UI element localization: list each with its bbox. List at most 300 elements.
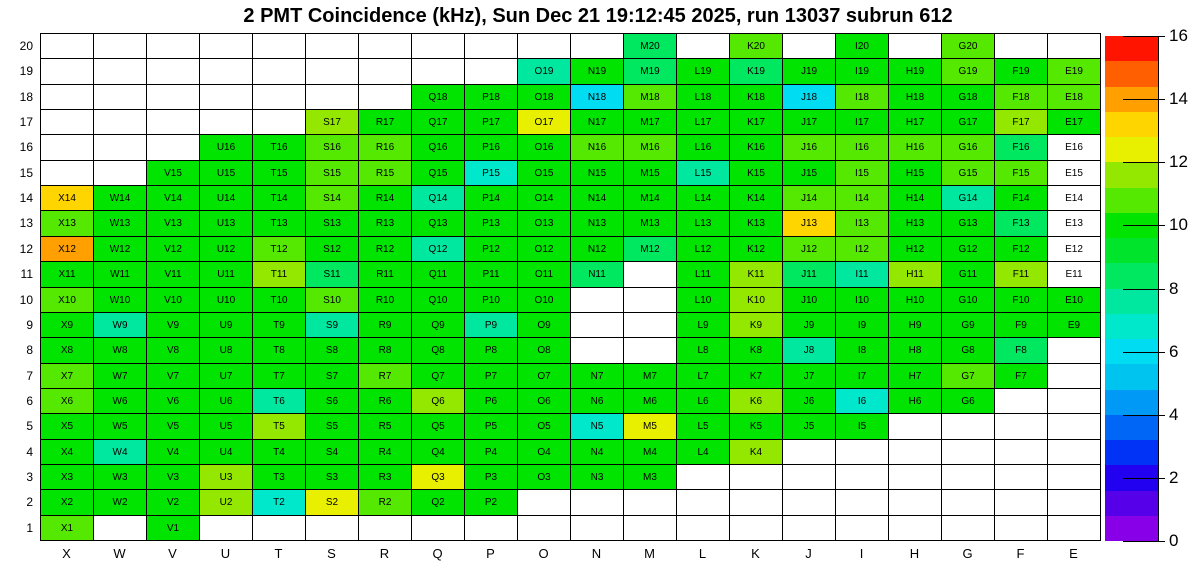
heatmap-cell: X1 <box>41 516 93 540</box>
y-axis-label: 2 <box>26 495 33 509</box>
heatmap-cell: L4 <box>677 440 729 464</box>
heatmap-cell: U7 <box>200 364 252 388</box>
heatmap-cell: X3 <box>41 465 93 489</box>
heatmap-cell: P6 <box>465 389 517 413</box>
colorbar-band <box>1105 238 1158 263</box>
heatmap-cell: N12 <box>571 237 623 261</box>
x-axis-label: E <box>1069 546 1078 561</box>
heatmap-cell: Q16 <box>412 135 464 160</box>
heatmap-cell: J13 <box>783 211 835 236</box>
heatmap-cell: U9 <box>200 313 252 337</box>
heatmap-cell: R9 <box>359 313 411 337</box>
heatmap-cell: I19 <box>836 59 888 84</box>
colorbar-band <box>1105 36 1158 61</box>
heatmap-cell: S14 <box>306 186 358 210</box>
heatmap-cell: Q8 <box>412 338 464 363</box>
heatmap-cell: V5 <box>147 414 199 439</box>
heatmap-cell: M15 <box>624 161 676 185</box>
x-axis-label: Q <box>432 546 443 561</box>
grid-hline <box>40 515 1101 516</box>
heatmap-cell: R5 <box>359 414 411 439</box>
heatmap-cell: L16 <box>677 135 729 160</box>
colorbar-tick <box>1123 415 1165 416</box>
heatmap-cell: G19 <box>942 59 994 84</box>
heatmap-cell: L15 <box>677 161 729 185</box>
y-axis-label: 5 <box>26 419 33 433</box>
heatmap-cell: M3 <box>624 465 676 489</box>
x-axis-label: W <box>113 546 126 561</box>
heatmap-cell: R14 <box>359 186 411 210</box>
heatmap-cell: U5 <box>200 414 252 439</box>
heatmap-cell: Q4 <box>412 440 464 464</box>
heatmap-cell: F10 <box>995 288 1047 312</box>
heatmap-cell: P12 <box>465 237 517 261</box>
x-axis-label: S <box>327 546 336 561</box>
heatmap-cell: Q17 <box>412 110 464 134</box>
heatmap-cell: J19 <box>783 59 835 84</box>
x-axis-label: O <box>538 546 549 561</box>
heatmap-cell: Q9 <box>412 313 464 337</box>
heatmap-cell: T5 <box>253 414 305 439</box>
heatmap-cell: T7 <box>253 364 305 388</box>
heatmap-cell: I16 <box>836 135 888 160</box>
heatmap-cell: G17 <box>942 110 994 134</box>
x-axis-label: M <box>644 546 655 561</box>
heatmap-cell: S12 <box>306 237 358 261</box>
heatmap-cell: S3 <box>306 465 358 489</box>
heatmap-cell: R12 <box>359 237 411 261</box>
y-axis-label: 4 <box>26 444 33 459</box>
heatmap-cell: L6 <box>677 389 729 413</box>
heatmap-cell: O4 <box>518 440 570 464</box>
heatmap-cell: T3 <box>253 465 305 489</box>
y-axis-label: 9 <box>26 317 33 332</box>
heatmap-cell: S8 <box>306 338 358 363</box>
heatmap-cell: L13 <box>677 211 729 236</box>
heatmap-cell: P5 <box>465 414 517 439</box>
heatmap-cell: F17 <box>995 110 1047 134</box>
heatmap-cell: T8 <box>253 338 305 363</box>
colorbar-band <box>1105 162 1158 188</box>
heatmap-cell: L8 <box>677 338 729 363</box>
heatmap-cell: S5 <box>306 414 358 439</box>
heatmap-cell: S4 <box>306 440 358 464</box>
heatmap-cell: V15 <box>147 161 199 185</box>
heatmap-cell: N14 <box>571 186 623 210</box>
heatmap-cell: K11 <box>730 262 782 287</box>
heatmap-cell: G8 <box>942 338 994 363</box>
heatmap-cell: T6 <box>253 389 305 413</box>
heatmap-cell: V12 <box>147 237 199 261</box>
heatmap-cell: E14 <box>1048 186 1100 210</box>
heatmap-cell: T13 <box>253 211 305 236</box>
heatmap-cell: U6 <box>200 389 252 413</box>
heatmap-cell: R15 <box>359 161 411 185</box>
heatmap-cell: J14 <box>783 186 835 210</box>
colorbar-tick <box>1123 99 1165 100</box>
y-axis-label: 13 <box>19 216 33 230</box>
heatmap-cell: J9 <box>783 313 835 337</box>
heatmap-cell: S7 <box>306 364 358 388</box>
heatmap-cell: G6 <box>942 389 994 413</box>
heatmap-cell: P15 <box>465 161 517 185</box>
heatmap-cell: G15 <box>942 161 994 185</box>
heatmap-cell: H16 <box>889 135 941 160</box>
heatmap-cell: N19 <box>571 59 623 84</box>
heatmap-cell: J17 <box>783 110 835 134</box>
heatmap-cell: U3 <box>200 465 252 489</box>
heatmap-cell: S9 <box>306 313 358 337</box>
heatmap-cell: P17 <box>465 110 517 134</box>
colorbar-band <box>1105 263 1158 289</box>
heatmap-cell: O12 <box>518 237 570 261</box>
heatmap-cell: S2 <box>306 490 358 515</box>
heatmap-cell: U16 <box>200 135 252 160</box>
heatmap-cell: X6 <box>41 389 93 413</box>
heatmap-cell: F9 <box>995 313 1047 337</box>
y-axis-label: 1 <box>26 520 33 535</box>
x-axis-label: T <box>274 546 283 561</box>
heatmap-cell: K17 <box>730 110 782 134</box>
heatmap-cell: X4 <box>41 440 93 464</box>
heatmap-cell: O19 <box>518 59 570 84</box>
heatmap-cell: S16 <box>306 135 358 160</box>
heatmap-cell: V1 <box>147 516 199 540</box>
heatmap-cell: I18 <box>836 85 888 109</box>
y-axis-label: 3 <box>26 469 33 484</box>
heatmap-cell: K18 <box>730 85 782 109</box>
heatmap-cell: K15 <box>730 161 782 185</box>
heatmap-cell: W10 <box>94 288 146 312</box>
heatmap-cell: N5 <box>571 414 623 439</box>
heatmap-cell: H15 <box>889 161 941 185</box>
y-axis-label: 7 <box>26 368 33 383</box>
heatmap-cell: L7 <box>677 364 729 388</box>
heatmap-cell: N18 <box>571 85 623 109</box>
colorbar-tick <box>1123 352 1165 353</box>
heatmap-cell: Q6 <box>412 389 464 413</box>
y-axis-label: 19 <box>19 64 33 78</box>
heatmap-cell: Q12 <box>412 237 464 261</box>
heatmap-cell: I9 <box>836 313 888 337</box>
heatmap-cell: V9 <box>147 313 199 337</box>
heatmap-cell: G16 <box>942 135 994 160</box>
heatmap-cell: X7 <box>41 364 93 388</box>
heatmap-cell: H9 <box>889 313 941 337</box>
heatmap-cell: R16 <box>359 135 411 160</box>
heatmap-cell: P3 <box>465 465 517 489</box>
x-axis-label: R <box>379 546 390 561</box>
colorbar-band <box>1105 314 1158 339</box>
heatmap-cell: I15 <box>836 161 888 185</box>
heatmap-cell: X9 <box>41 313 93 337</box>
heatmap-cell: U13 <box>200 211 252 236</box>
colorbar-tick-label: 16 <box>1169 26 1188 45</box>
heatmap-cell: V11 <box>147 262 199 287</box>
heatmap-cell: X8 <box>41 338 93 363</box>
heatmap-cell: R4 <box>359 440 411 464</box>
heatmap-cell: M20 <box>624 34 676 58</box>
colorbar-band <box>1105 440 1158 465</box>
colorbar-tick-label: 0 <box>1169 531 1179 550</box>
heatmap-cell: P8 <box>465 338 517 363</box>
heatmap-cell: G10 <box>942 288 994 312</box>
heatmap-cell: P16 <box>465 135 517 160</box>
heatmap-cell: N4 <box>571 440 623 464</box>
heatmap-cell: K7 <box>730 364 782 388</box>
heatmap-cell: W8 <box>94 338 146 363</box>
heatmap-cell: G13 <box>942 211 994 236</box>
heatmap-cell: I13 <box>836 211 888 236</box>
heatmap-cell: U11 <box>200 262 252 287</box>
colorbar-band <box>1105 137 1158 162</box>
heatmap-cell: O11 <box>518 262 570 287</box>
heatmap-cell: J16 <box>783 135 835 160</box>
heatmap-cell: H11 <box>889 262 941 287</box>
grid-hline <box>40 540 1101 541</box>
y-axis-label: 12 <box>19 241 33 256</box>
heatmap-cell: T9 <box>253 313 305 337</box>
heatmap-cell: T11 <box>253 262 305 287</box>
x-axis-label: L <box>698 546 707 561</box>
heatmap-cell: P7 <box>465 364 517 388</box>
heatmap-cell: I11 <box>836 262 888 287</box>
heatmap-cell: F13 <box>995 211 1047 236</box>
heatmap-cell: X2 <box>41 490 93 515</box>
colorbar-band <box>1105 516 1158 541</box>
heatmap-cell: W9 <box>94 313 146 337</box>
heatmap-cell: V7 <box>147 364 199 388</box>
colorbar-band <box>1105 289 1158 314</box>
heatmap-cell: S11 <box>306 262 358 287</box>
heatmap-cell: N17 <box>571 110 623 134</box>
heatmap-cell: M6 <box>624 389 676 413</box>
heatmap-cell: J5 <box>783 414 835 439</box>
y-axis-label: 8 <box>26 343 33 357</box>
heatmap-cell: F8 <box>995 338 1047 363</box>
x-axis-label: F <box>1016 546 1025 561</box>
heatmap-cell: W14 <box>94 186 146 210</box>
heatmap-cell: Q5 <box>412 414 464 439</box>
heatmap-cell: H13 <box>889 211 941 236</box>
heatmap-cell: T16 <box>253 135 305 160</box>
y-axis-label: 18 <box>19 89 33 104</box>
heatmap-cell: H8 <box>889 338 941 363</box>
heatmap-cell: V2 <box>147 490 199 515</box>
heatmap-cell: U8 <box>200 338 252 363</box>
heatmap-cell: E15 <box>1048 161 1100 185</box>
heatmap-cell: U4 <box>200 440 252 464</box>
heatmap-cell: N6 <box>571 389 623 413</box>
heatmap-cell: O16 <box>518 135 570 160</box>
heatmap-cell: O13 <box>518 211 570 236</box>
heatmap-cell: L12 <box>677 237 729 261</box>
heatmap-cell: W12 <box>94 237 146 261</box>
heatmap-cell: G11 <box>942 262 994 287</box>
heatmap-cell: O6 <box>518 389 570 413</box>
heatmap-cell: J8 <box>783 338 835 363</box>
heatmap-cell: M12 <box>624 237 676 261</box>
heatmap-cell: G12 <box>942 237 994 261</box>
heatmap-cell: L18 <box>677 85 729 109</box>
heatmap-cell: J6 <box>783 389 835 413</box>
heatmap-cell: K10 <box>730 288 782 312</box>
heatmap-cell: G18 <box>942 85 994 109</box>
heatmap-cell: W7 <box>94 364 146 388</box>
heatmap-cell: J10 <box>783 288 835 312</box>
heatmap-cell: Q3 <box>412 465 464 489</box>
heatmap-cell: R6 <box>359 389 411 413</box>
heatmap-cell: N3 <box>571 465 623 489</box>
heatmap-cell: R13 <box>359 211 411 236</box>
heatmap-cell: L17 <box>677 110 729 134</box>
heatmap-cell: R7 <box>359 364 411 388</box>
heatmap-cell: V10 <box>147 288 199 312</box>
heatmap-cell: U15 <box>200 161 252 185</box>
heatmap-cell: O10 <box>518 288 570 312</box>
heatmap-cell: N13 <box>571 211 623 236</box>
colorbar-band <box>1105 112 1158 137</box>
heatmap-cell: O7 <box>518 364 570 388</box>
heatmap-cell: I10 <box>836 288 888 312</box>
x-axis-label: X <box>62 546 71 561</box>
y-axis-label: 10 <box>19 292 33 307</box>
heatmap-cell: Q15 <box>412 161 464 185</box>
heatmap-cell: P9 <box>465 313 517 337</box>
heatmap-cell: E11 <box>1048 262 1100 287</box>
heatmap-cell: E9 <box>1048 313 1100 337</box>
heatmap-cell: R2 <box>359 490 411 515</box>
colorbar-tick-label: 6 <box>1169 342 1179 361</box>
x-axis-label: V <box>168 546 177 561</box>
heatmap-cell: I6 <box>836 389 888 413</box>
colorbar-tick <box>1123 478 1165 479</box>
heatmap-cell: S15 <box>306 161 358 185</box>
colorbar-band <box>1105 188 1158 213</box>
y-axis-label: 20 <box>19 38 33 53</box>
heatmap-cell: U14 <box>200 186 252 210</box>
heatmap-cell: X14 <box>41 186 93 210</box>
heatmap-cell: M5 <box>624 414 676 439</box>
heatmap-cell: R17 <box>359 110 411 134</box>
heatmap-cell: M17 <box>624 110 676 134</box>
heatmap-cell: K5 <box>730 414 782 439</box>
heatmap-cell: F11 <box>995 262 1047 287</box>
heatmap-cell: T4 <box>253 440 305 464</box>
heatmap-cell: I12 <box>836 237 888 261</box>
colorbar-tick-label: 2 <box>1169 468 1179 487</box>
colorbar-band <box>1105 415 1158 440</box>
heatmap-cell: E17 <box>1048 110 1100 134</box>
heatmap-cell: V14 <box>147 186 199 210</box>
heatmap-cell: H18 <box>889 85 941 109</box>
heatmap-cell: W2 <box>94 490 146 515</box>
colorbar-tick <box>1123 289 1165 290</box>
heatmap-cell: X13 <box>41 211 93 236</box>
heatmap-cell: F12 <box>995 237 1047 261</box>
heatmap-cell: O18 <box>518 85 570 109</box>
heatmap-cell: R3 <box>359 465 411 489</box>
heatmap-cell: E13 <box>1048 211 1100 236</box>
x-axis-label: P <box>486 546 495 561</box>
x-axis-label: K <box>751 546 760 561</box>
heatmap-cell: I14 <box>836 186 888 210</box>
heatmap-cell: F14 <box>995 186 1047 210</box>
colorbar-band <box>1105 364 1158 390</box>
y-axis-label: 6 <box>26 393 33 408</box>
y-axis-label: 17 <box>19 114 33 129</box>
heatmap-cell: S13 <box>306 211 358 236</box>
heatmap-cell: H17 <box>889 110 941 134</box>
heatmap-cell: X5 <box>41 414 93 439</box>
heatmap-cell: N16 <box>571 135 623 160</box>
heatmap-cell: H19 <box>889 59 941 84</box>
heatmap-cell: H12 <box>889 237 941 261</box>
colorbar-tick-label: 8 <box>1169 279 1179 298</box>
heatmap-cell: K12 <box>730 237 782 261</box>
heatmap-cell: O15 <box>518 161 570 185</box>
heatmap-cell: M7 <box>624 364 676 388</box>
heatmap-cell: L10 <box>677 288 729 312</box>
heatmap-cell: P13 <box>465 211 517 236</box>
heatmap-cell: E19 <box>1048 59 1100 84</box>
heatmap-cell: H6 <box>889 389 941 413</box>
heatmap-cell: O3 <box>518 465 570 489</box>
heatmap-cell: I7 <box>836 364 888 388</box>
heatmap-cell: J12 <box>783 237 835 261</box>
heatmap-cell: T10 <box>253 288 305 312</box>
chart-title: 2 PMT Coincidence (kHz), Sun Dec 21 19:12:45 2025, run 13037 subrun 612 <box>243 5 953 27</box>
heatmap-cell: F16 <box>995 135 1047 160</box>
colorbar-tick <box>1123 162 1165 163</box>
heatmap-cell: X12 <box>41 237 93 261</box>
heatmap-cell: Q14 <box>412 186 464 210</box>
heatmap-cell: E16 <box>1048 135 1100 160</box>
colorbar-band <box>1105 491 1158 516</box>
heatmap-cell: X11 <box>41 262 93 287</box>
heatmap-cell: O17 <box>518 110 570 134</box>
heatmap-cell: M4 <box>624 440 676 464</box>
heatmap-cell: H14 <box>889 186 941 210</box>
heatmap-cell: M14 <box>624 186 676 210</box>
heatmap-cell: O14 <box>518 186 570 210</box>
x-axis-label: H <box>909 546 920 561</box>
heatmap-cell: L14 <box>677 186 729 210</box>
heatmap-cell: M18 <box>624 85 676 109</box>
heatmap-cell: F7 <box>995 364 1047 388</box>
heatmap-cell: X10 <box>41 288 93 312</box>
y-axis-label: 16 <box>19 140 33 154</box>
heatmap-cell: L11 <box>677 262 729 287</box>
heatmap-cell: P4 <box>465 440 517 464</box>
colorbar-tick <box>1123 225 1165 226</box>
colorbar-tick <box>1123 36 1165 37</box>
heatmap-cell: P10 <box>465 288 517 312</box>
heatmap-cell: Q11 <box>412 262 464 287</box>
colorbar-tick-label: 12 <box>1169 152 1188 171</box>
heatmap-cell: Q10 <box>412 288 464 312</box>
heatmap-cell: R10 <box>359 288 411 312</box>
heatmap-cell: K19 <box>730 59 782 84</box>
heatmap-cell: F19 <box>995 59 1047 84</box>
heatmap-cell: N15 <box>571 161 623 185</box>
heatmap-cell: S6 <box>306 389 358 413</box>
heatmap-cell: G14 <box>942 186 994 210</box>
heatmap-cell: P14 <box>465 186 517 210</box>
heatmap-cell: K9 <box>730 313 782 337</box>
heatmap-cell: K8 <box>730 338 782 363</box>
heatmap-cell: J7 <box>783 364 835 388</box>
